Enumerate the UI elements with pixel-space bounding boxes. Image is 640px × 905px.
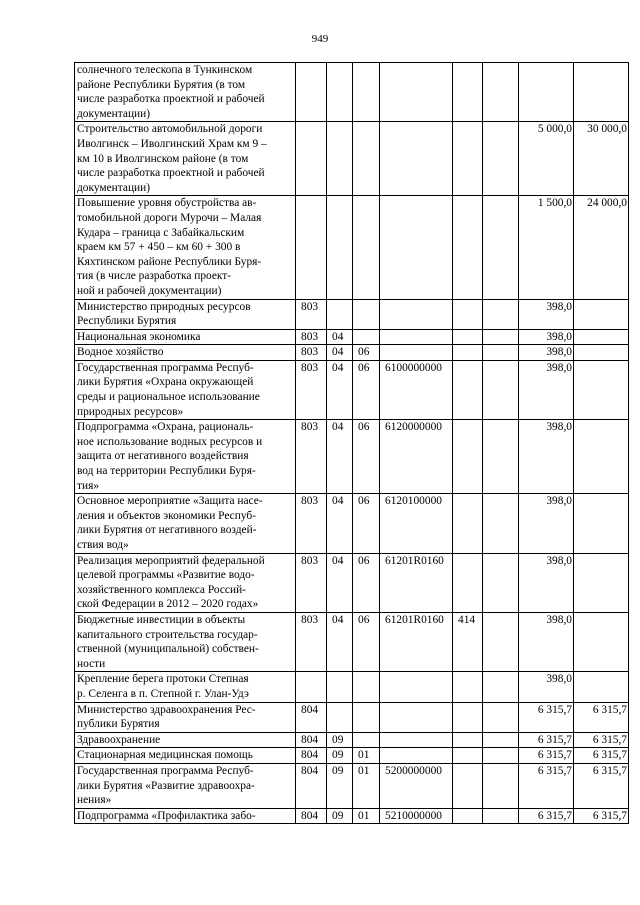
- cell-rz: [327, 196, 353, 299]
- cell-pr: 01: [353, 763, 380, 808]
- cell-csr: 61201R0160: [380, 553, 453, 612]
- cell-rz: [327, 122, 353, 196]
- cell-gad: 804: [296, 763, 327, 808]
- cell-gad: 803: [296, 329, 327, 345]
- cell-sum-3: 6 315,7: [574, 702, 629, 732]
- cell-sum-3: [574, 299, 629, 329]
- cell-sum-1: [483, 748, 519, 764]
- name-line: км 10 в Иволгинском районе (в том: [77, 152, 249, 165]
- table-row: [75, 329, 629, 345]
- table-row: [75, 702, 629, 732]
- cell-vr: [453, 420, 483, 494]
- table-row: [75, 612, 629, 671]
- name-line: природных ресурсов»: [77, 405, 184, 418]
- cell-gad: 803: [296, 553, 327, 612]
- cell-csr: 61201R0160: [380, 612, 453, 671]
- name-line: тия (в числе разработка проект-: [77, 270, 232, 283]
- name-line: Кудара – граница с Забайкальским: [77, 226, 245, 239]
- cell-rz: 09: [327, 808, 353, 824]
- table-row: [75, 360, 629, 419]
- cell-rz: 04: [327, 494, 353, 553]
- cell-pr: [353, 299, 380, 329]
- cell-gad: 803: [296, 360, 327, 419]
- name-line: томобильной дороги Мурочи – Малая: [77, 211, 262, 224]
- page-number: 949: [311, 33, 329, 45]
- cell-sum-1: [483, 345, 519, 361]
- cell-name: [75, 494, 296, 553]
- cell-sum-1: [483, 672, 519, 702]
- cell-sum-3: [574, 553, 629, 612]
- cell-vr: [453, 808, 483, 824]
- name-line: Реализация мероприятий федеральной: [77, 554, 265, 567]
- cell-vr: [453, 553, 483, 612]
- name-line: ления и объектов экономики Респуб-: [77, 509, 256, 522]
- cell-name: [75, 420, 296, 494]
- cell-pr: [353, 196, 380, 299]
- cell-csr: 6120100000: [380, 494, 453, 553]
- cell-vr: [453, 702, 483, 732]
- cell-sum-3: [574, 494, 629, 553]
- cell-name: [75, 360, 296, 419]
- cell-pr: 06: [353, 612, 380, 671]
- table-row: [75, 420, 629, 494]
- cell-csr: 6100000000: [380, 360, 453, 419]
- name-line: капитального строительства государ-: [77, 628, 258, 641]
- name-line: ности: [77, 657, 106, 670]
- name-line: Стационарная медицинская помощь: [77, 749, 253, 762]
- name-line: Кяхтинском районе Республики Буря-: [77, 255, 262, 268]
- cell-pr: 01: [353, 808, 380, 824]
- cell-pr: [353, 732, 380, 748]
- table-row: [75, 122, 629, 196]
- cell-name: [75, 612, 296, 671]
- cell-gad: 803: [296, 420, 327, 494]
- cell-csr: [380, 672, 453, 702]
- cell-name: [75, 122, 296, 196]
- cell-name: [75, 672, 296, 702]
- cell-gad: [296, 196, 327, 299]
- table-body: [75, 63, 629, 824]
- name-line: Министерство здравоохранения Рес-: [77, 703, 256, 716]
- cell-sum-2: 6 315,7: [519, 763, 574, 808]
- name-line: ствия вод»: [77, 539, 129, 551]
- cell-gad: 804: [296, 732, 327, 748]
- cell-csr: [380, 345, 453, 361]
- name-line: числе разработка проектной и рабочей: [77, 93, 265, 106]
- name-line: хозяйственного комплекса Россий-: [77, 583, 246, 596]
- cell-sum-1: [483, 494, 519, 553]
- cell-gad: [296, 122, 327, 196]
- cell-vr: [453, 732, 483, 748]
- name-line: районе Республики Бурятия (в том: [77, 78, 246, 91]
- cell-name: [75, 702, 296, 732]
- cell-sum-3: [574, 329, 629, 345]
- cell-csr: [380, 702, 453, 732]
- name-line: Национальная экономика: [77, 330, 201, 343]
- cell-sum-2: 398,0: [519, 420, 574, 494]
- cell-pr: 06: [353, 494, 380, 553]
- name-line: краем км 57 + 450 – км 60 + 300 в: [77, 241, 241, 254]
- name-line: вод на территории Республики Буря-: [77, 465, 256, 478]
- cell-rz: 09: [327, 732, 353, 748]
- cell-rz: 04: [327, 420, 353, 494]
- cell-sum-2: 6 315,7: [519, 808, 574, 824]
- cell-sum-1: [483, 360, 519, 419]
- cell-csr: 5200000000: [380, 763, 453, 808]
- cell-name: [75, 748, 296, 764]
- cell-name: [75, 763, 296, 808]
- name-line: ной и рабочей документации): [77, 284, 222, 297]
- name-line: лики Бурятия «Развитие здравоохра-: [77, 779, 255, 792]
- cell-sum-3: 6 315,7: [574, 808, 629, 824]
- cell-sum-2: 6 315,7: [519, 732, 574, 748]
- name-line: ской Федерации в 2012 – 2020 годах»: [77, 598, 259, 611]
- cell-sum-2: 5 000,0: [519, 122, 574, 196]
- table-row: [75, 748, 629, 764]
- table-row: [75, 494, 629, 553]
- cell-csr: [380, 329, 453, 345]
- cell-sum-3: [574, 672, 629, 702]
- cell-sum-2: 398,0: [519, 494, 574, 553]
- cell-sum-1: [483, 702, 519, 732]
- name-line: Повышение уровня обустройства ав-: [77, 197, 257, 210]
- cell-sum-2: 398,0: [519, 553, 574, 612]
- cell-gad: 803: [296, 299, 327, 329]
- cell-pr: [353, 329, 380, 345]
- cell-sum-3: 6 315,7: [574, 748, 629, 764]
- cell-rz: [327, 63, 353, 122]
- name-line: числе разработка проектной и рабочей: [77, 167, 265, 180]
- cell-pr: [353, 702, 380, 732]
- name-line: р. Селенга в п. Степной г. Улан-Удэ: [77, 687, 249, 700]
- cell-sum-1: [483, 299, 519, 329]
- cell-rz: 04: [327, 329, 353, 345]
- cell-csr: [380, 63, 453, 122]
- name-line: лики Бурятия от негативного воздей-: [77, 524, 257, 537]
- name-line: среды и рациональное использование: [77, 391, 260, 404]
- cell-csr: [380, 196, 453, 299]
- name-line: документации): [77, 181, 151, 194]
- name-line: Крепление берега протоки Степная: [77, 673, 249, 686]
- name-line: ное использование водных ресурсов и: [77, 435, 263, 448]
- cell-sum-3: 30 000,0: [574, 122, 629, 196]
- cell-sum-1: [483, 763, 519, 808]
- name-line: Государственная программа Респуб-: [77, 764, 254, 777]
- cell-sum-2: 398,0: [519, 672, 574, 702]
- cell-sum-3: 6 315,7: [574, 732, 629, 748]
- cell-pr: [353, 63, 380, 122]
- cell-pr: 01: [353, 748, 380, 764]
- cell-pr: 06: [353, 360, 380, 419]
- name-line: Здравоохранение: [77, 733, 161, 746]
- cell-sum-2: 398,0: [519, 612, 574, 671]
- cell-sum-1: [483, 329, 519, 345]
- cell-sum-3: 6 315,7: [574, 763, 629, 808]
- cell-sum-2: 398,0: [519, 329, 574, 345]
- name-line: целевой программы «Развитие водо-: [77, 569, 255, 582]
- cell-sum-2: 398,0: [519, 360, 574, 419]
- name-line: документации): [77, 107, 151, 120]
- cell-vr: [453, 748, 483, 764]
- cell-sum-1: [483, 612, 519, 671]
- cell-sum-3: [574, 420, 629, 494]
- cell-name: [75, 63, 296, 122]
- cell-name: [75, 345, 296, 361]
- cell-rz: [327, 702, 353, 732]
- cell-csr: [380, 299, 453, 329]
- cell-rz: 04: [327, 345, 353, 361]
- cell-vr: [453, 360, 483, 419]
- cell-sum-2: 6 315,7: [519, 748, 574, 764]
- table-row: [75, 808, 629, 824]
- cell-gad: 803: [296, 345, 327, 361]
- cell-csr: 6120000000: [380, 420, 453, 494]
- cell-pr: 06: [353, 345, 380, 361]
- cell-gad: 803: [296, 612, 327, 671]
- cell-vr: [453, 329, 483, 345]
- cell-vr: [453, 299, 483, 329]
- cell-gad: [296, 63, 327, 122]
- cell-sum-1: [483, 553, 519, 612]
- name-line: Иволгинск – Иволгинский Храм км 9 –: [77, 137, 267, 150]
- cell-vr: [453, 672, 483, 702]
- cell-name: [75, 299, 296, 329]
- cell-csr: 5210000000: [380, 808, 453, 824]
- budget-table: [74, 62, 629, 824]
- cell-name: [75, 808, 296, 824]
- name-line: Министерство природных ресурсов: [77, 300, 251, 313]
- cell-name: [75, 732, 296, 748]
- name-line: Подпрограмма «Охрана, рациональ-: [77, 421, 254, 434]
- cell-vr: [453, 345, 483, 361]
- cell-gad: 804: [296, 808, 327, 824]
- name-line: нения»: [77, 794, 112, 807]
- cell-rz: 04: [327, 612, 353, 671]
- cell-rz: 04: [327, 553, 353, 612]
- cell-sum-3: [574, 612, 629, 671]
- cell-sum-2: 398,0: [519, 299, 574, 329]
- cell-csr: [380, 732, 453, 748]
- table-row: [75, 345, 629, 361]
- table-row: [75, 553, 629, 612]
- name-line: тия»: [77, 479, 100, 492]
- cell-rz: 09: [327, 748, 353, 764]
- cell-vr: [453, 763, 483, 808]
- name-line: публики Бурятия: [77, 718, 160, 731]
- cell-sum-2: 1 500,0: [519, 196, 574, 299]
- cell-sum-1: [483, 63, 519, 122]
- cell-gad: [296, 672, 327, 702]
- cell-gad: 803: [296, 494, 327, 553]
- cell-name: [75, 196, 296, 299]
- table-row: [75, 672, 629, 702]
- cell-sum-3: 24 000,0: [574, 196, 629, 299]
- cell-pr: 06: [353, 553, 380, 612]
- cell-sum-1: [483, 420, 519, 494]
- table-row: [75, 196, 629, 299]
- cell-pr: 06: [353, 420, 380, 494]
- name-line: Подпрограмма «Профилактика забо-: [77, 809, 256, 822]
- cell-sum-2: [519, 63, 574, 122]
- cell-vr: 414: [453, 612, 483, 671]
- table-row: [75, 63, 629, 122]
- name-line: Республики Бурятия: [77, 315, 177, 328]
- name-line: защита от негативного воздействия: [77, 450, 249, 463]
- name-line: Государственная программа Респуб-: [77, 361, 254, 374]
- cell-vr: [453, 63, 483, 122]
- name-line: Бюджетные инвестиции в объекты: [77, 613, 246, 626]
- cell-rz: [327, 299, 353, 329]
- name-line: Строительство автомобильной дороги: [77, 123, 263, 136]
- cell-sum-1: [483, 196, 519, 299]
- name-line: Основное мероприятие «Защита насе-: [77, 495, 263, 508]
- cell-rz: 04: [327, 360, 353, 419]
- cell-pr: [353, 122, 380, 196]
- cell-vr: [453, 494, 483, 553]
- cell-sum-1: [483, 732, 519, 748]
- cell-sum-3: [574, 345, 629, 361]
- name-line: Водное хозяйство: [77, 346, 164, 359]
- cell-gad: 804: [296, 748, 327, 764]
- cell-vr: [453, 196, 483, 299]
- cell-name: [75, 553, 296, 612]
- table-row: [75, 763, 629, 808]
- cell-gad: 804: [296, 702, 327, 732]
- cell-sum-2: 6 315,7: [519, 702, 574, 732]
- cell-csr: [380, 122, 453, 196]
- name-line: ственной (муниципальной) собствен-: [77, 643, 259, 656]
- cell-sum-3: [574, 63, 629, 122]
- name-line: лики Бурятия «Охрана окружающей: [77, 376, 254, 389]
- cell-rz: [327, 672, 353, 702]
- cell-sum-2: 398,0: [519, 345, 574, 361]
- cell-name: [75, 329, 296, 345]
- cell-sum-1: [483, 122, 519, 196]
- cell-sum-1: [483, 808, 519, 824]
- cell-rz: 09: [327, 763, 353, 808]
- cell-sum-3: [574, 360, 629, 419]
- cell-pr: [353, 672, 380, 702]
- table-row: [75, 732, 629, 748]
- cell-csr: [380, 748, 453, 764]
- cell-vr: [453, 122, 483, 196]
- name-line: солнечного телескопа в Тункинском: [77, 64, 253, 76]
- table-row: [75, 299, 629, 329]
